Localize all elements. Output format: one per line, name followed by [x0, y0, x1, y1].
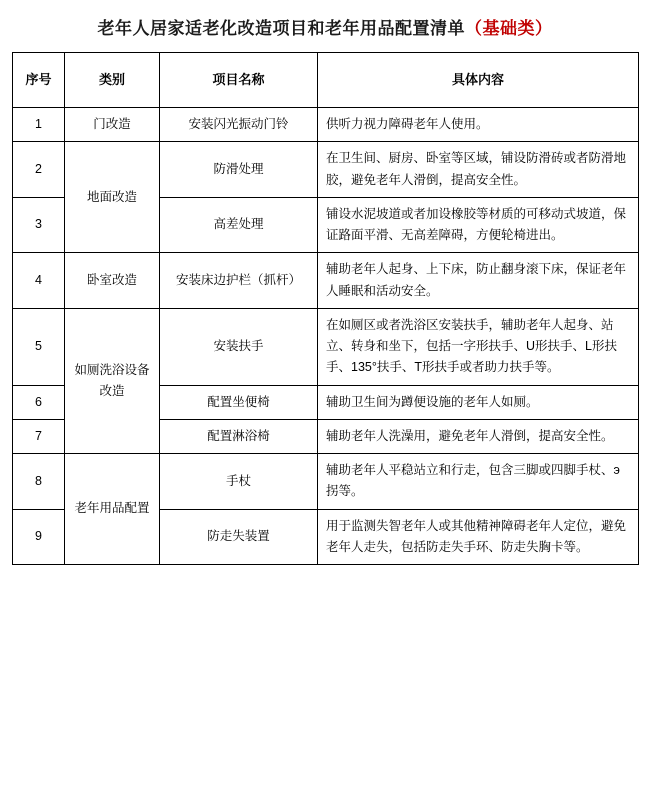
table-row: [13, 142, 639, 198]
cell-detail: 辅助卫生间为蹲便设施的老年人如厕。: [318, 385, 639, 419]
cell-index: 7: [13, 419, 65, 453]
table-row: [13, 308, 639, 385]
cell-index: 9: [13, 509, 65, 565]
column-header-category: 类别: [65, 53, 160, 108]
cell-detail: 辅助老年人平稳站立和行走，包含三脚或四脚手杖、э拐等。: [318, 454, 639, 510]
cell-index: 1: [13, 108, 65, 142]
page-title-suffix: （基础类）: [465, 19, 553, 38]
cell-index: 3: [13, 197, 65, 253]
table-header: [13, 53, 639, 108]
table-row: [13, 253, 639, 309]
cell-index: 6: [13, 385, 65, 419]
cell-detail: 辅助老年人起身、上下床，防止翻身滚下床，保证老年人睡眠和活动安全。: [318, 253, 639, 309]
renovation-list-table: [12, 52, 639, 565]
cell-detail: 铺设水泥坡道或者加设橡胶等材质的可移动式坡道，保证路面平滑、无高差障碍，方便轮椅进出。: [318, 197, 639, 253]
cell-detail: 在卫生间、厨房、卧室等区域，铺设防滑砖或者防滑地胶，避免老年人滑倒，提高安全性。: [318, 142, 639, 198]
cell-index: 4: [13, 253, 65, 309]
table-body: [13, 108, 639, 565]
cell-index: 8: [13, 454, 65, 510]
cell-category: 卧室改造: [65, 253, 160, 309]
column-header-detail: 具体内容: [318, 53, 639, 108]
cell-index: 5: [13, 308, 65, 385]
cell-project-name: 配置淋浴椅: [160, 419, 318, 453]
page-title: [12, 18, 638, 40]
cell-project-name: 配置坐便椅: [160, 385, 318, 419]
cell-detail: 供听力视力障碍老年人使用。: [318, 108, 639, 142]
cell-project-name: 防滑处理: [160, 142, 318, 198]
cell-project-name: 防走失装置: [160, 509, 318, 565]
cell-project-name: 安装扶手: [160, 308, 318, 385]
cell-category: 老年用品配置: [65, 454, 160, 565]
cell-project-name: 手杖: [160, 454, 318, 510]
table-row: [13, 454, 639, 510]
cell-category: 门改造: [65, 108, 160, 142]
cell-project-name: 高差处理: [160, 197, 318, 253]
cell-project-name: 安装床边护栏（抓杆）: [160, 253, 318, 309]
cell-detail: 用于监测失智老年人或其他精神障碍老年人定位，避免老年人走失，包括防走失手环、防走失胸卡等。: [318, 509, 639, 565]
table-header-row: [13, 53, 639, 108]
cell-detail: 辅助老年人洗澡用，避免老年人滑倒，提高安全性。: [318, 419, 639, 453]
cell-detail: 在如厕区或者洗浴区安装扶手，辅助老年人起身、站立、转身和坐下，包括一字形扶手、U形扶手、L形扶手、135°扶手、T形扶手或者助力扶手等。: [318, 308, 639, 385]
cell-category: 如厕洗浴设备改造: [65, 308, 160, 453]
column-header-project: 项目名称: [160, 53, 318, 108]
page-title-main: 老年人居家适老化改造项目和老年用品配置清单: [97, 19, 465, 38]
column-header-index: 序号: [13, 53, 65, 108]
cell-project-name: 安装闪光振动门铃: [160, 108, 318, 142]
cell-index: 2: [13, 142, 65, 198]
cell-category: 地面改造: [65, 142, 160, 253]
table-row: [13, 108, 639, 142]
